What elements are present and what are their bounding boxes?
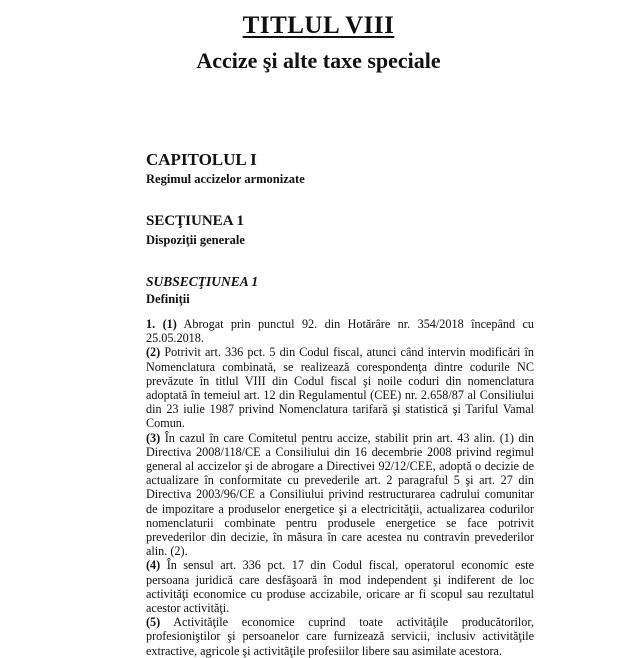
paragraph xyxy=(146,431,534,559)
title-subtitle: Accize şi alte taxe speciale xyxy=(196,48,441,73)
subsection-name: Definiţii xyxy=(146,292,190,306)
chapter-label: CAPITOLUL I xyxy=(146,150,257,169)
paragraph-text: Abrogat prin punctul 92. din Hotărâre nr. 354/2018 începând cu 25.05.2018. xyxy=(146,317,535,346)
paragraph xyxy=(146,345,534,430)
article-body xyxy=(146,317,534,658)
paragraph-number: 1. (1) xyxy=(146,317,177,331)
paragraph xyxy=(146,317,534,345)
paragraph-text: Activităţile economice cuprind toate activităţile producătorilor, profesioniştilor şi persoanelor care furnizează servicii, inclusiv activităţile extractive, agricole şi activităţile profesiilor libere sau asimilate acestora. xyxy=(146,615,534,658)
section-name: Dispoziţii generale xyxy=(146,233,245,247)
paragraph-number: (3) xyxy=(146,430,161,445)
paragraph xyxy=(146,558,534,615)
paragraph-number: (5) xyxy=(146,615,161,630)
section-label: SECŢIUNEA 1 xyxy=(146,213,244,229)
chapter-name: Regimul accizelor armonizate xyxy=(146,172,305,186)
title-label: TITLUL VIII xyxy=(242,12,395,39)
paragraph-text: În sensul art. 336 pct. 17 din Codul fiscal, operatorul economic este persoana juridică care desfăşoară în mod independent şi indiferent de loc activităţi economice cu produse accizabile, oricare ar fi scopul sau rezultatul acestor activităţi. xyxy=(146,558,534,616)
paragraph xyxy=(146,615,534,658)
title-heading xyxy=(0,12,637,40)
paragraph-number: (2) xyxy=(146,345,161,360)
subsection-label: SUBSECŢIUNEA 1 xyxy=(146,274,259,289)
paragraph-number: (4) xyxy=(146,558,161,573)
paragraph-text: Potrivit art. 336 pct. 5 din Codul fiscal, atunci când intervin modificări în Nomenclatura combinată, se realizează corespondenţa dintre codurile NC prevăzute în titlul VIII din Codul fiscal şi noile coduri din nomenclatura adoptată în temeiul art. 12 din Regulamentul (CEE) nr. 2.658/87 al Consiliului din 23 iulie 1987 privind Nomenclatura tarifară şi statistică şi Tariful Vamal Comun. xyxy=(146,345,535,431)
paragraph-text: În cazul în care Comitetul pentru accize, stabilit prin art. 43 alin. (1) din Directiva 2008/118/CE a Consiliului din 16 decembrie 2008 privind regimul general al accizelor şi de abrogare a Directivei 92/12/CEE, adoptă o decizie de actualizare în conformitate cu prevederile art. 2 paragraful 5 şi art. 27 din Directiva 2003/96/CE a Consiliului privind restructurarea cadrului comunitar de impozitare a produselor energetice şi a electricităţii, actualizarea codurilor nomenclaturii combinate pentru produsele energetice se face potrivit prevederilor din decizie, în măsura în care acestea nu contravin prevederilor alin. (2). xyxy=(146,430,534,559)
